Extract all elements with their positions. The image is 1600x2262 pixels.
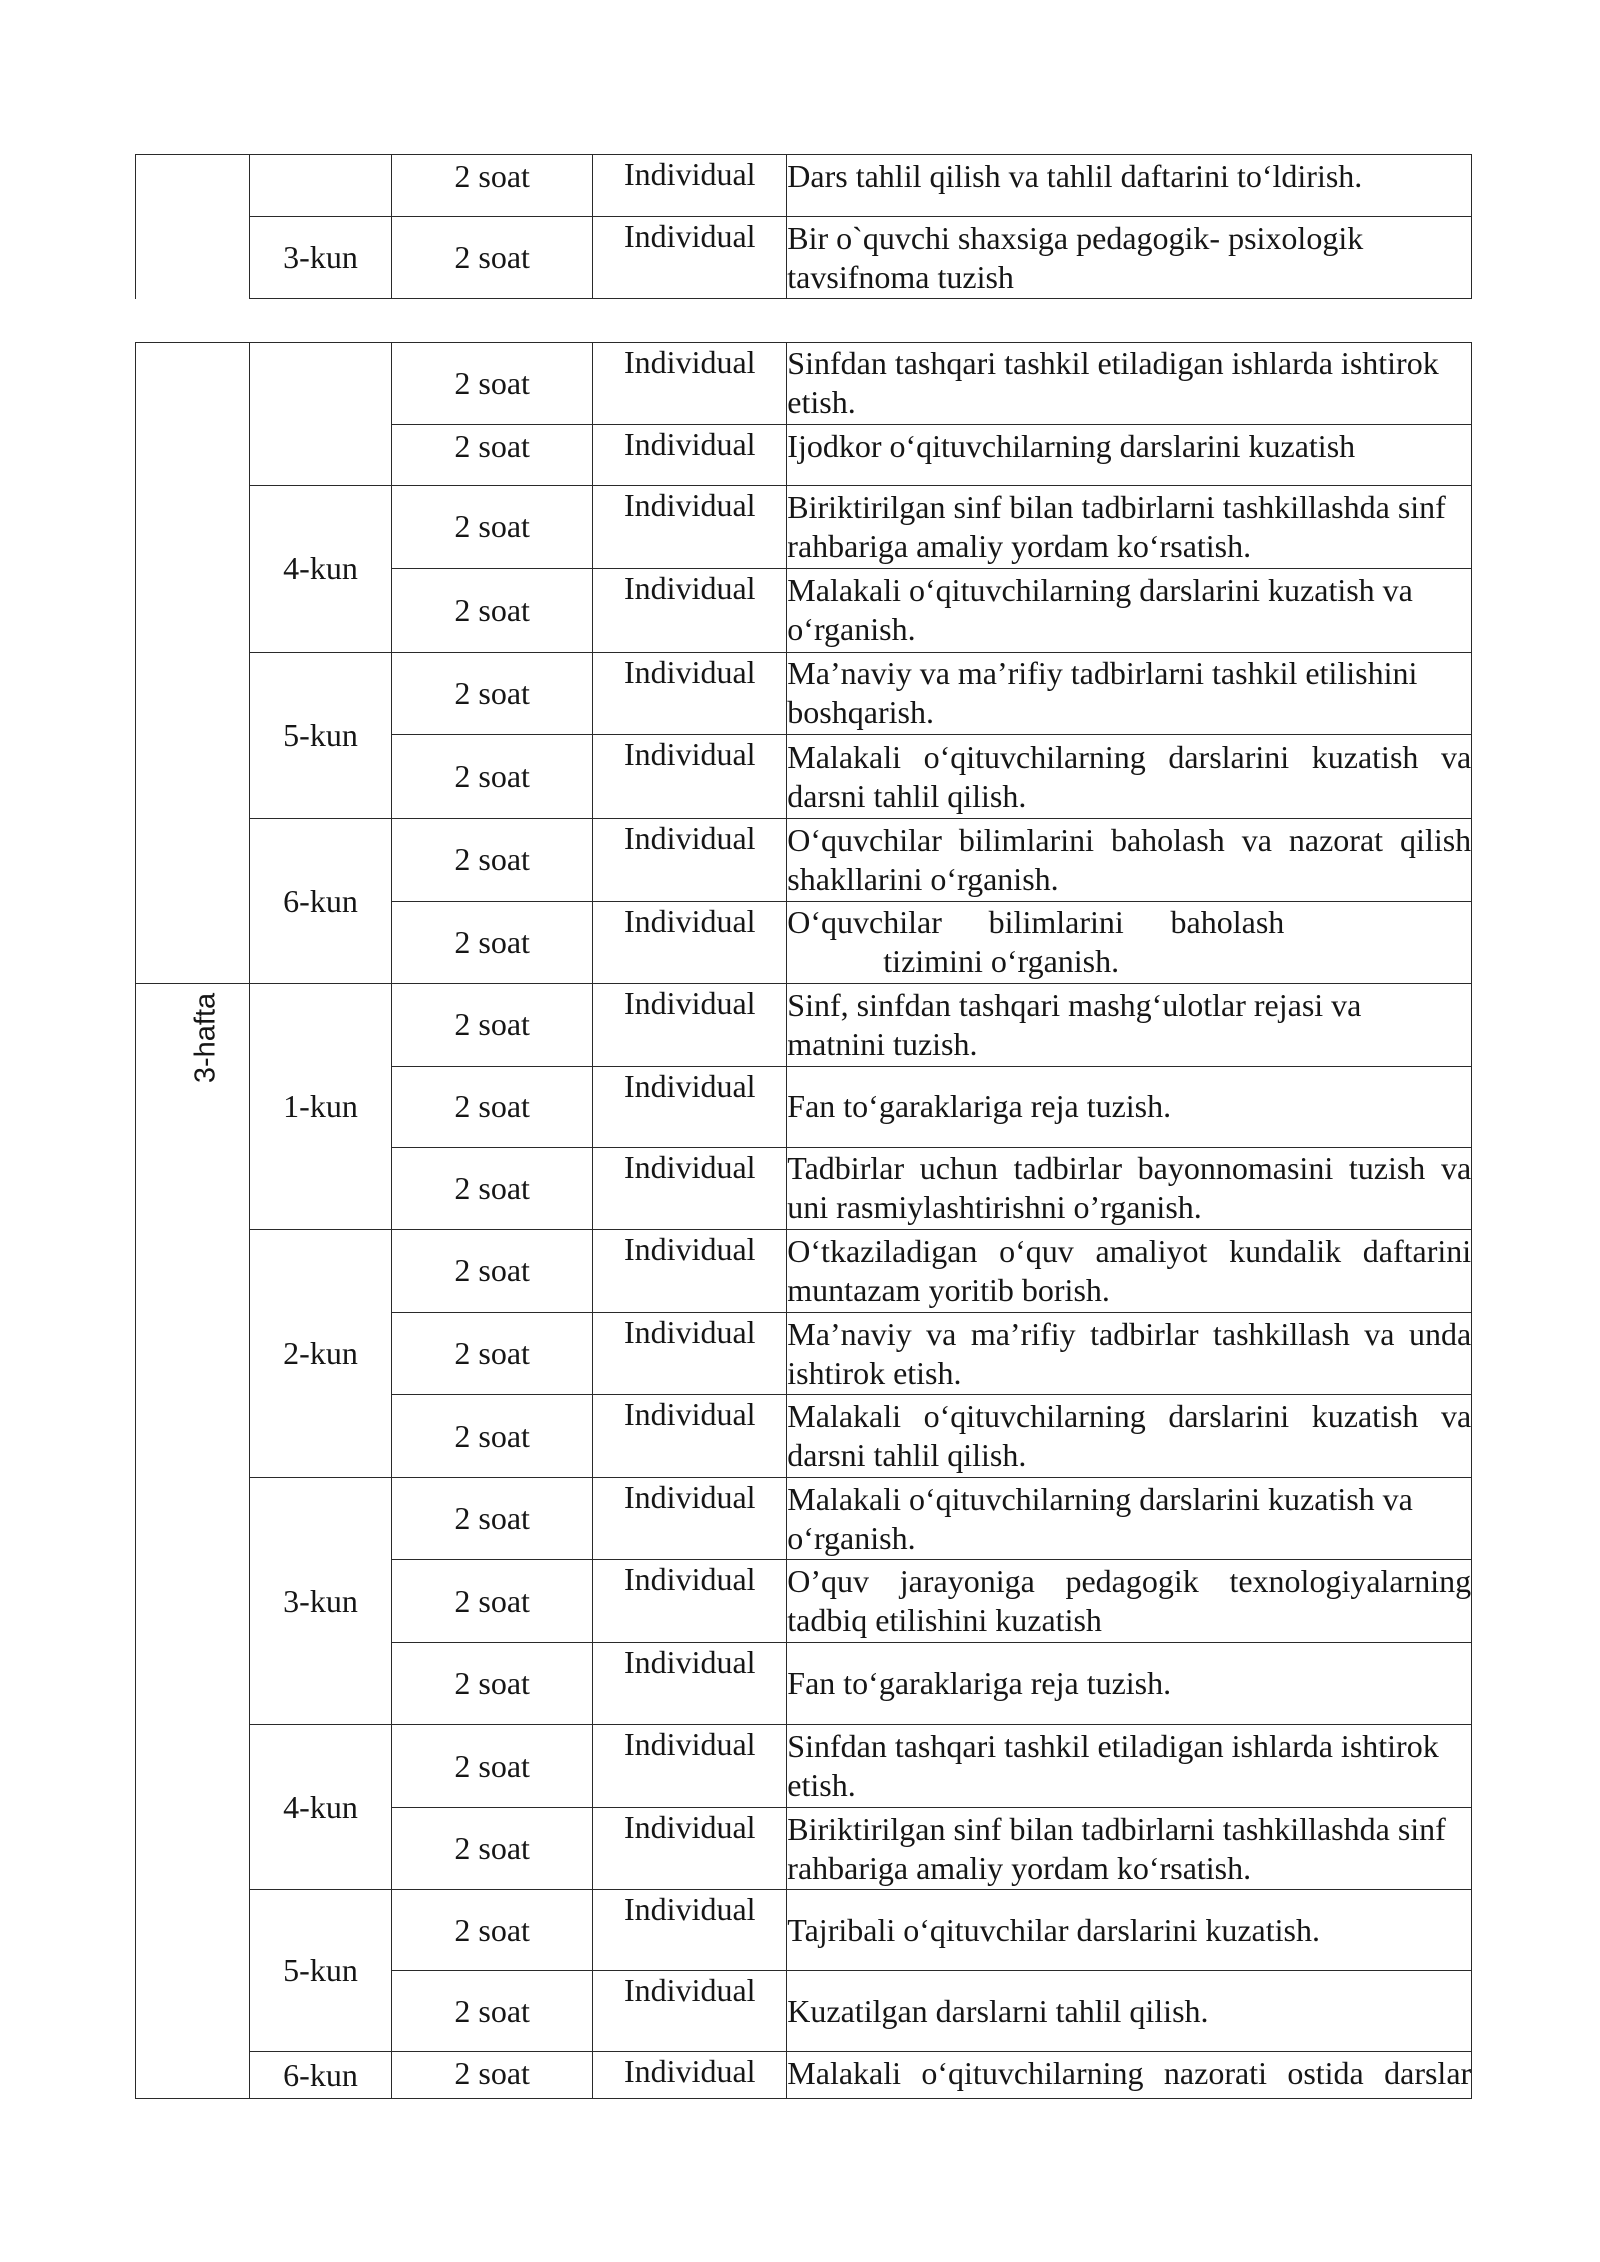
week-label-box [136,984,249,1094]
description-cell [787,1477,1472,1560]
week-cell [135,154,249,299]
description-line: Malakali o‘qituvchilarning darslarini kuzatish va [787,572,1413,609]
table-row [135,1890,1471,1971]
format-cell: Individual [593,1642,787,1725]
description-cell [787,984,1472,1067]
format-cell: Individual [593,216,787,299]
day-cell: 3-kun [249,1477,391,1725]
description-line: etish. [787,1767,856,1804]
format-cell: Individual [593,1807,787,1890]
description-line: Ma’naviy va ma’rifiy tadbirlar tashkillash va unda [787,1315,1472,1352]
hours-cell: 2 soat [391,342,592,425]
table-row [135,486,1471,569]
hours-cell: 2 soat [391,819,592,902]
description-cell [787,154,1472,216]
description-line: Biriktirilgan sinf bilan tadbirlarni tashkillashda sinf [787,1810,1446,1847]
hours-cell: 2 soat [391,425,592,486]
description-line: tavsifnoma tuzish [787,258,1014,295]
format-cell: Individual [593,1395,787,1478]
schedule-table [135,154,1472,300]
format-cell: Individual [593,1312,787,1395]
description-cell [787,568,1472,652]
table-row [135,154,1471,216]
format-cell: Individual [593,984,787,1067]
hours-cell: 2 soat [391,1560,592,1643]
format-cell: Individual [593,819,787,902]
description-line: Ma’naviy va ma’rifiy tadbirlarni tashkil etilishini [787,655,1418,692]
day-cell: 3-kun [249,216,391,299]
description-line: Malakali o‘qituvchilarning darslarini kuzatish va [787,738,1472,775]
description-line: darsni tahlil qilish. [787,777,1027,814]
description-line: tizimini o‘rganish. [883,943,1120,980]
format-cell: Individual [593,154,787,216]
day-cell: 4-kun [249,486,391,653]
format-cell: Individual [593,1971,787,2052]
description-line: O’quv jarayoniga pedagogik texnologiyalarning [787,1563,1472,1600]
description-line: o‘rganish. [787,611,916,648]
format-cell: Individual [593,735,787,819]
description-cell [787,425,1472,486]
hours-cell: 2 soat [391,984,592,1067]
hours-cell: 2 soat [391,1477,592,1560]
format-cell: Individual [593,486,787,569]
description-cell [787,652,1472,735]
schedule-table [135,342,1472,2099]
day-cell: 6-kun [249,2052,391,2098]
table-body [135,342,1471,2098]
description-line: o‘rganish. [787,1519,916,1556]
description-line: shakllarini o‘rganish. [787,860,1059,897]
table-body [135,154,1471,299]
table-row [135,342,1471,425]
hours-cell: 2 soat [391,154,592,216]
day-cell: 6-kun [249,819,391,984]
description-cell [787,1971,1472,2052]
day-cell [249,342,391,485]
week-label: 3-hafta [189,993,222,1084]
day-cell: 5-kun [249,1890,391,2052]
description-line: Tadbirlar uchun tadbirlar bayonnomasini tuzish va [787,1150,1472,1187]
description-cell [787,1066,1472,1147]
table-row [135,984,1471,1067]
description-cell [787,1807,1472,1890]
description-line: Tajribali o‘qituvchilar darslarini kuzatish. [787,1911,1320,1948]
day-cell [249,154,391,216]
hours-cell: 2 soat [391,1807,592,1890]
description-line: O‘tkaziladigan o‘quv amaliyot kundalik daftarini [787,1232,1472,1269]
description-cell [787,1890,1472,1971]
hours-cell: 2 soat [391,1642,592,1725]
format-cell: Individual [593,1890,787,1971]
format-cell: Individual [593,652,787,735]
description-line: O‘quvchilar bilimlarini baholash [787,904,1285,941]
format-cell: Individual [593,2052,787,2098]
description-line: Malakali o‘qituvchilarning darslarini kuzatish va [787,1398,1472,1435]
day-cell: 2-kun [249,1230,391,1478]
week-label-box [136,343,249,453]
description-line: darsni tahlil qilish. [787,1437,1027,1474]
hours-cell: 2 soat [391,652,592,735]
description-line: Ijodkor o‘qituvchilarning darslarini kuzatish [787,428,1356,465]
description-cell [787,1230,1472,1313]
format-cell: Individual [593,1230,787,1313]
hours-cell: 2 soat [391,1066,592,1147]
table-row [135,1477,1471,1560]
description-cell [787,486,1472,569]
table-row [135,2052,1471,2098]
description-cell [787,1147,1472,1230]
hours-cell: 2 soat [391,735,592,819]
description-cell [787,1642,1472,1725]
format-cell: Individual [593,1560,787,1643]
format-cell: Individual [593,1477,787,1560]
description-cell [787,901,1472,984]
description-cell [787,819,1472,902]
description-line: rahbariga amaliy yordam ko‘rsatish. [787,527,1252,564]
description-cell [787,1560,1472,1643]
hours-cell: 2 soat [391,901,592,984]
hours-cell: 2 soat [391,486,592,569]
format-cell: Individual [593,1725,787,1808]
table-row [135,1725,1471,1808]
description-line: ishtirok etish. [787,1354,962,1391]
description-line: tadbiq etilishini kuzatish [787,1602,1102,1639]
hours-cell: 2 soat [391,1147,592,1230]
hours-cell: 2 soat [391,568,592,652]
table-row [135,652,1471,735]
description-line: uni rasmiylashtirishni o’rganish. [787,1189,1202,1226]
description-cell [787,342,1472,425]
day-cell: 4-kun [249,1725,391,1890]
hours-cell: 2 soat [391,1725,592,1808]
hours-cell: 2 soat [391,1971,592,2052]
description-line: boshqarish. [787,694,934,731]
description-line: rahbariga amaliy yordam ko‘rsatish. [787,1849,1252,1886]
description-line: etish. [787,384,856,421]
description-line: Biriktirilgan sinf bilan tadbirlarni tashkillashda sinf [787,488,1446,525]
week-label-box [136,155,249,265]
table-row [135,1230,1471,1313]
format-cell: Individual [593,1147,787,1230]
day-cell: 1-kun [249,984,391,1230]
description-line: Sinf, sinfdan tashqari mashg‘ulotlar rejasi va [787,986,1362,1023]
hours-cell: 2 soat [391,1312,592,1395]
format-cell: Individual [593,425,787,486]
format-cell: Individual [593,1066,787,1147]
format-cell: Individual [593,342,787,425]
description-cell [787,1395,1472,1478]
description-line: matnini tuzish. [787,1025,978,1062]
hours-cell: 2 soat [391,1395,592,1478]
hours-cell: 2 soat [391,216,592,299]
description-cell [787,1312,1472,1395]
format-cell: Individual [593,901,787,984]
description-line: Kuzatilgan darslarni tahlil qilish. [787,1992,1209,2029]
description-line: Dars tahlil qilish va tahlil daftarini to‘ldirish. [787,157,1363,194]
week-cell [135,984,249,2099]
description-cell [787,735,1472,819]
description-line: Bir o`quvchi shaxsiga pedagogik- psixologik [787,219,1364,256]
description-line: Sinfdan tashqari tashkil etiladigan ishlarda ishtirok [787,1728,1439,1765]
description-line: muntazam yoritib borish. [787,1271,1110,1308]
day-cell: 5-kun [249,652,391,819]
hours-cell: 2 soat [391,2052,592,2098]
description-line: Malakali o‘qituvchilarning nazorati ostida darslar [787,2055,1472,2092]
description-cell [787,1725,1472,1808]
table-row [135,819,1471,902]
hours-cell: 2 soat [391,1890,592,1971]
description-cell [787,2052,1472,2098]
hours-cell: 2 soat [391,1230,592,1313]
description-line: Malakali o‘qituvchilarning darslarini kuzatish va [787,1480,1413,1517]
description-line: Sinfdan tashqari tashkil etiladigan ishlarda ishtirok [787,345,1439,382]
format-cell: Individual [593,568,787,652]
week-cell [135,342,249,983]
description-line: Fan to‘garaklariga reja tuzish. [787,1665,1172,1702]
description-line: O‘quvchilar bilimlarini baholash va nazorat qilish [787,821,1472,858]
description-cell [787,216,1472,299]
description-line: Fan to‘garaklariga reja tuzish. [787,1088,1172,1125]
table-row [135,216,1471,299]
